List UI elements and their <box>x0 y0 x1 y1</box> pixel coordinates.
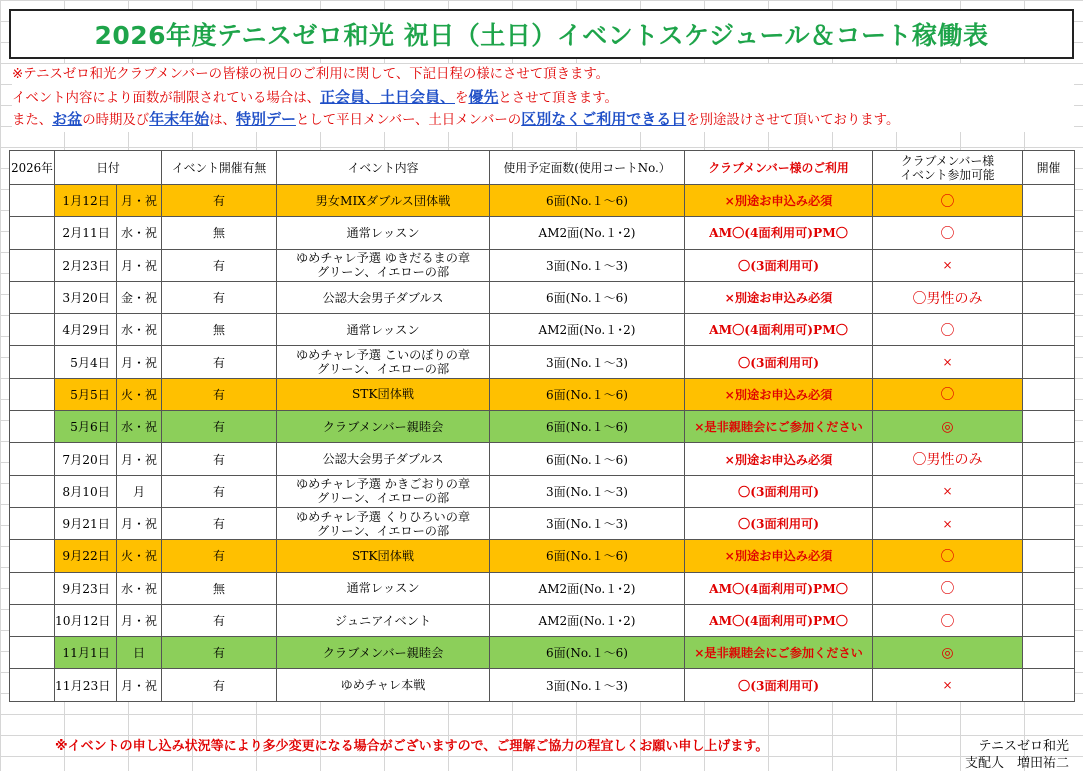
member-use-cell: 〇(3面利用可) <box>685 346 873 378</box>
courts-cell: 6面(No.１～6) <box>490 281 685 313</box>
note-text: イベント内容により面数が制限されている場合は、 <box>12 91 320 106</box>
courts-cell: 3面(No.１～3) <box>490 507 685 539</box>
event-line-1: 公認大会男子ダブルス <box>322 452 444 467</box>
year-cell <box>10 217 55 249</box>
year-cell <box>10 314 55 346</box>
note-emphasis: 優先 <box>468 88 499 106</box>
event-cell <box>277 637 490 669</box>
table-row <box>10 346 1075 378</box>
courts-cell: 3面(No.１～3) <box>490 669 685 701</box>
date-cell: 4月29日 <box>55 314 117 346</box>
event-line-2: グリーン、イエローの部 <box>316 362 450 377</box>
held-col-cell <box>1023 249 1075 281</box>
courts-cell: 3面(No.１～3) <box>490 475 685 507</box>
event-line-1: ゆめチャレ予選 くりひろいの章 <box>295 509 471 524</box>
table-row <box>10 378 1075 410</box>
note-text: を別途設けさせて頂いております。 <box>686 113 900 128</box>
held-col-cell <box>1023 507 1075 539</box>
event-cell <box>277 669 490 701</box>
date-cell: 11月1日 <box>55 637 117 669</box>
date-cell: 2月11日 <box>55 217 117 249</box>
held-cell: 有 <box>162 185 277 217</box>
notes-block <box>12 64 1074 132</box>
date-cell: 7月20日 <box>55 443 117 475</box>
participation-cell: × <box>873 507 1023 539</box>
date-cell: 8月10日 <box>55 475 117 507</box>
footer-note: ※イベントの申し込み状況等により多少変更になる場合がございますので、ご理解ご協力の程宜しくお願い申し上げます。 <box>55 739 769 754</box>
event-line-1: 男女MIXダブルス団体戦 <box>315 193 451 208</box>
date-cell: 9月22日 <box>55 540 117 572</box>
header-date: 日付 <box>55 151 162 185</box>
event-line-1: クラブメンバー親睦会 <box>322 645 444 660</box>
courts-cell: 6面(No.１～6) <box>490 411 685 443</box>
date-cell: 2月23日 <box>55 249 117 281</box>
held-cell: 無 <box>162 217 277 249</box>
event-line-1: STK団体戦 <box>351 548 415 563</box>
member-use-cell: AM〇(4面利用可)PM〇 <box>685 217 873 249</box>
courts-cell: 3面(No.１～3) <box>490 249 685 281</box>
weekday-cell: 金・祝 <box>117 281 162 313</box>
table-row <box>10 540 1075 572</box>
participation-cell: × <box>873 346 1023 378</box>
weekday-cell: 水・祝 <box>117 217 162 249</box>
weekday-cell: 月・祝 <box>117 443 162 475</box>
event-line-1: 通常レッスン <box>346 322 420 337</box>
held-col-cell <box>1023 637 1075 669</box>
header-courts: 使用予定面数(使用コートNo.） <box>490 151 685 185</box>
event-cell <box>277 443 490 475</box>
weekday-cell: 月・祝 <box>117 185 162 217</box>
note-text: を <box>455 91 469 106</box>
year-cell <box>10 669 55 701</box>
note-text: として平日メンバー、土日メンバーの <box>295 113 522 128</box>
held-col-cell <box>1023 540 1075 572</box>
weekday-cell: 月・祝 <box>117 507 162 539</box>
event-cell <box>277 411 490 443</box>
held-cell: 有 <box>162 604 277 636</box>
participation-cell: 〇男性のみ <box>873 281 1023 313</box>
participation-cell: ◎ <box>873 637 1023 669</box>
year-cell <box>10 443 55 475</box>
header-participation-line2: イベント参加可能 <box>900 167 995 182</box>
date-cell: 10月12日 <box>55 604 117 636</box>
table-row <box>10 281 1075 313</box>
table-row <box>10 507 1075 539</box>
member-use-cell: 〇(3面利用可) <box>685 475 873 507</box>
held-cell: 有 <box>162 669 277 701</box>
year-cell <box>10 281 55 313</box>
member-use-cell: ×別途お申込み必須 <box>685 378 873 410</box>
courts-cell: 6面(No.１～6) <box>490 637 685 669</box>
held-col-cell <box>1023 604 1075 636</box>
note-line-3 <box>12 108 1074 130</box>
table-row <box>10 475 1075 507</box>
year-cell <box>10 411 55 443</box>
member-use-cell: ×別途お申込み必須 <box>685 540 873 572</box>
weekday-cell: 月・祝 <box>117 669 162 701</box>
schedule-table <box>9 150 1075 702</box>
weekday-cell: 日 <box>117 637 162 669</box>
weekday-cell: 月・祝 <box>117 346 162 378</box>
date-cell: 5月5日 <box>55 378 117 410</box>
held-cell: 無 <box>162 314 277 346</box>
date-cell: 5月6日 <box>55 411 117 443</box>
event-cell <box>277 604 490 636</box>
participation-cell: × <box>873 249 1023 281</box>
event-line-2: グリーン、イエローの部 <box>316 523 450 538</box>
table-row <box>10 411 1075 443</box>
date-cell: 9月21日 <box>55 507 117 539</box>
held-cell: 有 <box>162 637 277 669</box>
header-content: イベント内容 <box>277 151 490 185</box>
header-participation <box>873 151 1023 185</box>
held-cell: 無 <box>162 572 277 604</box>
header-held-col: 開催 <box>1023 151 1075 185</box>
event-line-1: ゆめチャレ予選 ゆきだるまの章 <box>295 251 471 266</box>
weekday-cell: 水・祝 <box>117 314 162 346</box>
event-line-1: STK団体戦 <box>351 387 415 402</box>
held-cell: 有 <box>162 378 277 410</box>
table-row <box>10 249 1075 281</box>
date-cell: 1月12日 <box>55 185 117 217</box>
event-line-1: ゆめチャレ予選 こいのぼりの章 <box>295 348 471 363</box>
held-cell: 有 <box>162 540 277 572</box>
year-cell <box>10 378 55 410</box>
participation-cell: 〇 <box>873 378 1023 410</box>
weekday-cell: 月・祝 <box>117 249 162 281</box>
note-line-1: ※テニスゼロ和光クラブメンバーの皆様の祝日のご利用に関して、下記日程の様にさせて頂きます。 <box>12 67 610 82</box>
event-line-1: ジュニアイベント <box>334 613 432 628</box>
member-use-cell: ×別途お申込み必須 <box>685 281 873 313</box>
event-cell <box>277 281 490 313</box>
table-row <box>10 217 1075 249</box>
event-line-1: クラブメンバー親睦会 <box>322 419 444 434</box>
member-use-cell: 〇(3面利用可) <box>685 249 873 281</box>
courts-cell: 3面(No.１～3) <box>490 346 685 378</box>
event-cell <box>277 540 490 572</box>
event-cell <box>277 249 490 281</box>
weekday-cell: 月 <box>117 475 162 507</box>
event-cell <box>277 185 490 217</box>
held-cell: 有 <box>162 443 277 475</box>
courts-cell: 6面(No.１～6) <box>490 378 685 410</box>
table-body <box>10 185 1075 702</box>
held-cell: 有 <box>162 507 277 539</box>
member-use-cell: 〇(3面利用可) <box>685 507 873 539</box>
event-cell <box>277 314 490 346</box>
held-cell: 有 <box>162 346 277 378</box>
event-cell <box>277 507 490 539</box>
year-cell <box>10 249 55 281</box>
participation-cell: 〇男性のみ <box>873 443 1023 475</box>
year-cell <box>10 507 55 539</box>
event-cell <box>277 346 490 378</box>
date-cell: 9月23日 <box>55 572 117 604</box>
date-cell: 11月23日 <box>55 669 117 701</box>
note-text: は、 <box>209 113 236 128</box>
courts-cell: AM2面(No.１･2) <box>490 314 685 346</box>
signature-club: テニスゼロ和光 <box>978 739 1069 754</box>
held-col-cell <box>1023 443 1075 475</box>
year-cell <box>10 185 55 217</box>
note-emphasis: 区別なくご利用できる日 <box>521 110 687 128</box>
held-col-cell <box>1023 185 1075 217</box>
event-cell <box>277 217 490 249</box>
weekday-cell: 火・祝 <box>117 378 162 410</box>
table-row <box>10 443 1075 475</box>
table-row <box>10 314 1075 346</box>
held-col-cell <box>1023 378 1075 410</box>
date-cell: 5月4日 <box>55 346 117 378</box>
participation-cell: 〇 <box>873 572 1023 604</box>
member-use-cell: AM〇(4面利用可)PM〇 <box>685 314 873 346</box>
note-emphasis: 正会員、土日会員、 <box>319 88 455 106</box>
held-col-cell <box>1023 572 1075 604</box>
table-row <box>10 572 1075 604</box>
header-member-use: クラブメンバー様のご利用 <box>685 151 873 185</box>
held-col-cell <box>1023 217 1075 249</box>
page-title: 2026年度テニスゼロ和光 祝日（土日）イベントスケジュール＆コート稼働表 <box>94 21 989 50</box>
participation-cell: ◎ <box>873 411 1023 443</box>
participation-cell: 〇 <box>873 314 1023 346</box>
header-held: イベント開催有無 <box>162 151 277 185</box>
participation-cell: × <box>873 475 1023 507</box>
held-cell: 有 <box>162 281 277 313</box>
courts-cell: AM2面(No.１･2) <box>490 572 685 604</box>
note-emphasis: お盆 <box>52 110 83 128</box>
member-use-cell: ×別途お申込み必須 <box>685 185 873 217</box>
table-header-row <box>10 151 1075 185</box>
participation-cell: 〇 <box>873 185 1023 217</box>
header-year: 2026年 <box>10 151 55 185</box>
year-cell <box>10 475 55 507</box>
year-cell <box>10 637 55 669</box>
member-use-cell: ×是非親睦会にご参加ください <box>685 411 873 443</box>
note-text: の時期及び <box>82 113 150 128</box>
courts-cell: 6面(No.１～6) <box>490 443 685 475</box>
held-cell: 有 <box>162 249 277 281</box>
courts-cell: 6面(No.１～6) <box>490 185 685 217</box>
event-line-1: 通常レッスン <box>346 581 420 596</box>
held-cell: 有 <box>162 475 277 507</box>
event-line-1: 公認大会男子ダブルス <box>322 290 444 305</box>
participation-cell: 〇 <box>873 604 1023 636</box>
note-text: とさせて頂きます。 <box>498 91 618 106</box>
table-row <box>10 637 1075 669</box>
courts-cell: 6面(No.１～6) <box>490 540 685 572</box>
member-use-cell: AM〇(4面利用可)PM〇 <box>685 572 873 604</box>
weekday-cell: 月・祝 <box>117 604 162 636</box>
participation-cell: 〇 <box>873 540 1023 572</box>
table-row <box>10 185 1075 217</box>
held-col-cell <box>1023 475 1075 507</box>
event-cell <box>277 378 490 410</box>
weekday-cell: 水・祝 <box>117 572 162 604</box>
event-line-1: ゆめチャレ予選 かきごおりの章 <box>295 477 471 492</box>
held-col-cell <box>1023 281 1075 313</box>
participation-cell: × <box>873 669 1023 701</box>
table-row <box>10 604 1075 636</box>
held-cell: 有 <box>162 411 277 443</box>
event-cell <box>277 475 490 507</box>
table-row <box>10 669 1075 701</box>
weekday-cell: 水・祝 <box>117 411 162 443</box>
header-participation-line1: クラブメンバー様 <box>900 153 995 168</box>
signature-manager: 支配人 増田祐二 <box>964 756 1069 771</box>
courts-cell: AM2面(No.１･2) <box>490 217 685 249</box>
held-col-cell <box>1023 346 1075 378</box>
event-line-2: グリーン、イエローの部 <box>316 265 450 280</box>
title-box <box>9 9 1074 59</box>
year-cell <box>10 604 55 636</box>
weekday-cell: 火・祝 <box>117 540 162 572</box>
held-col-cell <box>1023 669 1075 701</box>
event-line-1: ゆめチャレ本戦 <box>340 678 426 693</box>
note-line-2 <box>12 86 1074 108</box>
courts-cell: AM2面(No.１･2) <box>490 604 685 636</box>
member-use-cell: AM〇(4面利用可)PM〇 <box>685 604 873 636</box>
event-line-2: グリーン、イエローの部 <box>316 491 450 506</box>
held-col-cell <box>1023 411 1075 443</box>
held-col-cell <box>1023 314 1075 346</box>
note-emphasis: 年末年始 <box>149 110 210 128</box>
member-use-cell: ×別途お申込み必須 <box>685 443 873 475</box>
note-text: また、 <box>12 113 53 128</box>
member-use-cell: ×是非親睦会にご参加ください <box>685 637 873 669</box>
year-cell <box>10 572 55 604</box>
participation-cell: 〇 <box>873 217 1023 249</box>
event-line-1: 通常レッスン <box>346 225 420 240</box>
date-cell: 3月20日 <box>55 281 117 313</box>
note-emphasis: 特別デー <box>235 110 296 128</box>
year-cell <box>10 540 55 572</box>
year-cell <box>10 346 55 378</box>
event-cell <box>277 572 490 604</box>
member-use-cell: 〇(3面利用可) <box>685 669 873 701</box>
